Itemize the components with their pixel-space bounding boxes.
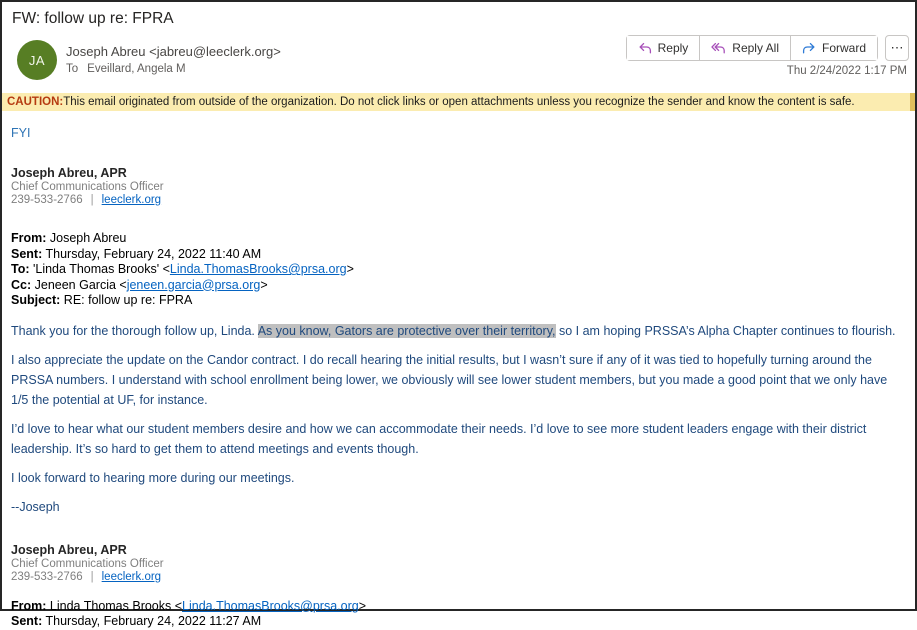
reply-button-group [626, 35, 878, 61]
signature-name: Joseph Abreu, APR [11, 542, 127, 557]
signature-title: Chief Communications Officer [11, 181, 164, 193]
sent-label: Sent: [11, 246, 43, 261]
body-paragraph-3: I’d love to hear what our student members desire and how we can accommodate their needs. I’d love to see more student leaders engage with their district leadership. It’s so hard to get them to attend meetings and events though. [11, 421, 867, 456]
body-paragraph-1 [11, 321, 903, 341]
sender-name[interactable]: Joseph Abreu <jabreu@leeclerk.org> [66, 44, 281, 59]
signature-separator: | [90, 570, 94, 583]
body-paragraph-4: I look forward to hearing more during our meetings. [11, 470, 295, 485]
to-label: To [66, 63, 79, 75]
more-actions-button[interactable] [885, 35, 909, 61]
email-body [11, 126, 903, 630]
earlier-from-line [11, 599, 903, 615]
cc-value-before: Jeneen Garcia < [31, 277, 127, 292]
more-icon: ⋯ [890, 40, 904, 55]
to-email-link[interactable]: Linda.ThomasBrooks@prsa.org [169, 262, 347, 276]
from-value-before: Linda Thomas Brooks < [46, 598, 183, 613]
sent-value: Thursday, February 24, 2022 11:27 AM [42, 614, 262, 628]
banner-right-cap [910, 93, 915, 111]
from-value-after: > [358, 598, 367, 613]
quoted-message-header [11, 231, 903, 309]
subject-value: RE: follow up re: FPRA [60, 293, 193, 307]
to-value-before: 'Linda Thomas Brooks' < [29, 262, 170, 276]
message-actions-toolbar [626, 35, 909, 61]
fyi-text: FYI [11, 126, 31, 140]
reply-button[interactable] [627, 36, 701, 60]
reply-button-label: Reply [657, 41, 689, 55]
quoted-subject-line [11, 293, 903, 309]
caution-label: CAUTION: [7, 96, 64, 108]
caution-text: This email originated from outside of the organization. Do not click links or open attachments unless you recognize the sender and know the content is safe. [63, 96, 855, 108]
signature-block-top [11, 166, 903, 207]
signature-name: Joseph Abreu, APR [11, 166, 127, 180]
quoted-cc-line [11, 278, 903, 294]
signature-website-link[interactable]: leeclerk.org [101, 194, 162, 206]
signature-phone: 239-533-2766 [11, 194, 83, 206]
quoted-to-line [11, 262, 903, 278]
email-subject-title: FW: follow up re: FPRA [12, 10, 174, 27]
reply-all-icon [711, 42, 726, 54]
avatar-initials: JA [28, 52, 46, 68]
signature-contact [11, 194, 903, 207]
cc-email-link[interactable]: jeneen.garcia@prsa.org [126, 277, 261, 292]
subject-label: Subject: [11, 293, 61, 307]
cc-label: Cc: [11, 277, 32, 292]
from-label: From: [11, 598, 47, 613]
avatar[interactable] [17, 40, 57, 80]
earlier-sent-line [11, 614, 903, 630]
forward-button-label: Forward [821, 41, 866, 55]
reply-icon [638, 42, 652, 54]
reply-all-button-label: Reply All [732, 41, 779, 55]
paragraph-text: so I am hoping PRSSA’s Alpha Chapter continues to flourish. [555, 323, 896, 338]
signature-website-link[interactable]: leeclerk.org [101, 570, 162, 583]
quoted-sent-line [11, 247, 903, 263]
forward-button[interactable] [791, 36, 877, 60]
sent-value: Thursday, February 24, 2022 11:40 AM [42, 246, 262, 261]
from-value: Joseph Abreu [46, 231, 127, 245]
highlighted-text: As you know, Gators are protective over their territory, [257, 323, 556, 338]
received-timestamp: Thu 2/24/2022 1:17 PM [786, 65, 907, 77]
quoted-from-line [11, 231, 903, 247]
sent-label: Sent: [11, 614, 43, 628]
earlier-message-header [11, 599, 903, 630]
body-paragraph-5-signoff: --Joseph [11, 499, 60, 514]
recipient-line [66, 63, 281, 75]
sender-block [66, 44, 281, 75]
paragraph-text: Thank you for the thorough follow up, Linda. [11, 323, 258, 338]
signature-separator: | [90, 194, 94, 206]
from-label: From: [11, 231, 47, 245]
external-email-caution-banner [2, 93, 915, 111]
to-header-label: To: [11, 262, 30, 276]
reply-all-button[interactable] [700, 36, 791, 60]
recipient-name[interactable]: Eveillard, Angela M [87, 63, 186, 75]
signature-phone: 239-533-2766 [11, 570, 83, 583]
cc-value-after: > [260, 277, 268, 292]
signature-block-bottom [11, 543, 903, 584]
from-email-link[interactable]: Linda.ThomasBrooks@prsa.org [182, 598, 359, 613]
to-value-after: > [346, 262, 354, 276]
signature-contact [11, 571, 903, 584]
forward-icon [802, 42, 816, 54]
body-paragraph-2: I also appreciate the update on the Candor contract. I do recall hearing the initial results, but I wasn’t sure if any of it was tied to hopefully turning around the PRSSA numbers. I understand with school enrollment being lower, we obviously will see lower student members, but you made a good point that we only have 1/5 the potential at UF, for instance. [11, 352, 888, 407]
signature-title: Chief Communications Officer [11, 557, 164, 570]
